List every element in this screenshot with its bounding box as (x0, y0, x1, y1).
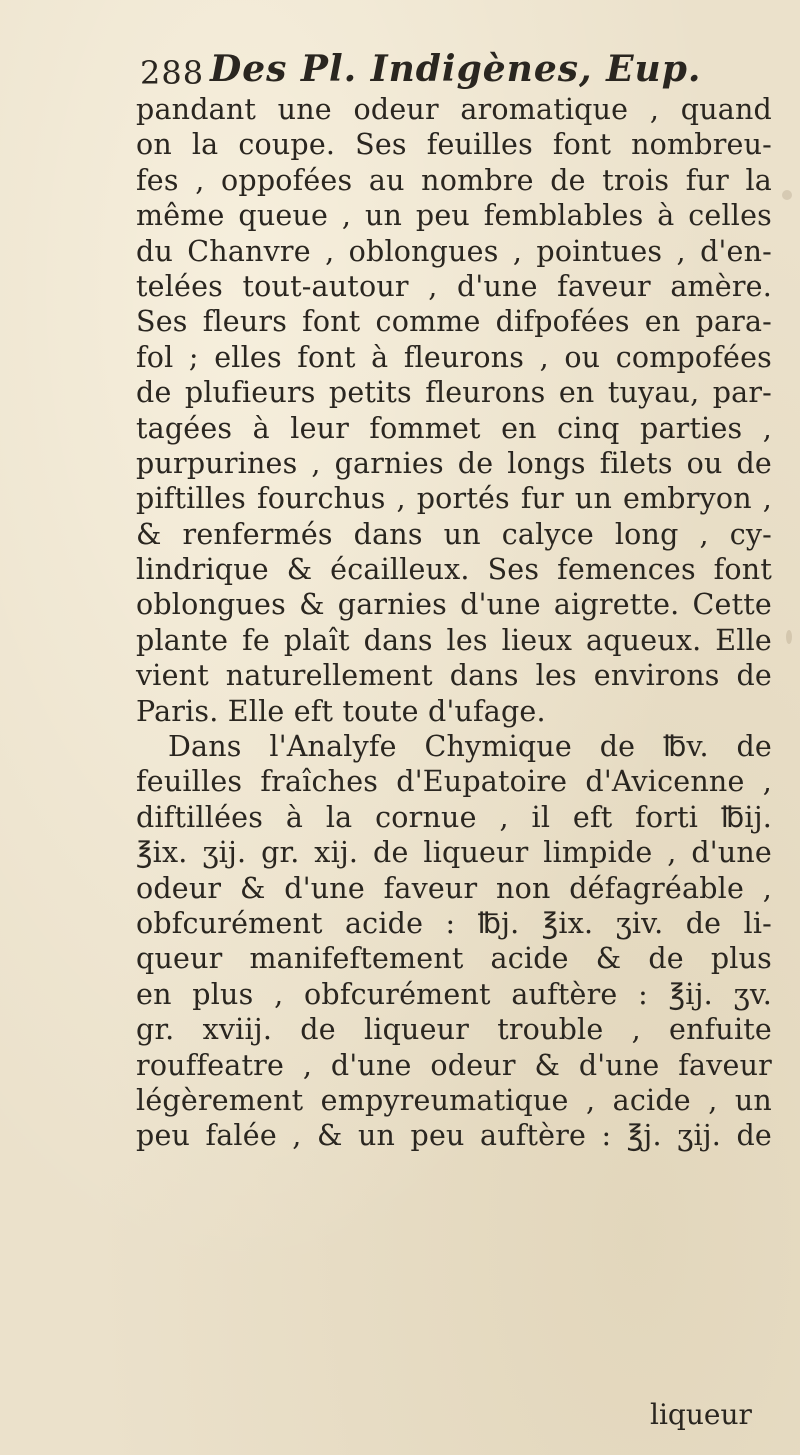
text-line: & renfermés dans un calyce long , cy- (136, 517, 772, 551)
text-line: obfcurément acide : ℔j. ℥ix. ʒiv. de li- (136, 906, 772, 940)
text-line: on la coupe. Ses feuilles font nombreu- (136, 128, 772, 162)
text-line: Ses fleurs font comme difpofées en para- (136, 305, 772, 339)
text-line: feuilles fraîches d'Eupatoire d'Avicenne , (136, 765, 772, 799)
text-line: plante fe plaît dans les lieux aqueux. Elle (136, 623, 772, 657)
page-header (140, 48, 740, 94)
text-line: Paris. Elle eft toute d'ufage. (136, 694, 546, 728)
text-line: Dans l'Analyfe Chymique de ℔v. de (168, 730, 772, 764)
text-line: oblongues & garnies d'une aigrette. Cette (136, 588, 772, 622)
text-line: queur manifeftement acide & de plus (136, 942, 772, 976)
text-line: odeur & d'une faveur non défagréable , (136, 871, 772, 905)
text-line: rouffeatre , d'une odeur & d'une faveur (136, 1048, 772, 1082)
text-line: lindrique & écailleux. Ses femences font (136, 553, 772, 587)
text-line: gr. xviij. de liqueur trouble , enfuite (136, 1013, 772, 1047)
text-line: fol ; elles font à fleurons , ou compofées (136, 340, 772, 374)
text-line: légèrement empyreumatique , acide , un (136, 1083, 772, 1117)
text-line: de plufieurs petits fleurons en tuyau, par- (136, 376, 772, 410)
text-line: purpurines , garnies de longs filets ou de (136, 446, 772, 480)
text-line: vient naturellement dans les environs de (136, 659, 772, 693)
text-line: du Chanvre , oblongues , pointues , d'en- (136, 234, 772, 268)
body-text (136, 92, 772, 1154)
text-line: ℥ix. ʒij. gr. xij. de liqueur limpide , d'une (136, 836, 772, 870)
paper-spot (782, 190, 792, 200)
text-line: peu falée , & un peu auftère : ℥j. ʒij. de (136, 1119, 772, 1153)
text-line: fes , oppofées au nombre de trois fur la (136, 163, 772, 197)
text-line: pandant une odeur aromatique , quand (136, 93, 772, 126)
text-line: piftilles fourchus , portés fur un embryon , (136, 482, 772, 516)
text-line: tagées à leur fommet en cinq parties , (136, 411, 772, 445)
text-line: en plus , obfcurément auftère : ℥ij. ʒv. (136, 977, 772, 1011)
text-line: telées tout-autour , d'une faveur amère. (136, 269, 772, 303)
text-line: même queue , un peu femblables à celles (136, 199, 772, 233)
text-line: diftillées à la cornue , il eft forti ℔ij. (136, 800, 772, 834)
paper-spot (786, 630, 792, 644)
catchword: liqueur (650, 1398, 752, 1431)
running-title: Des Pl. Indigènes, Eup. (210, 48, 702, 90)
page-number: 288 (140, 54, 205, 92)
